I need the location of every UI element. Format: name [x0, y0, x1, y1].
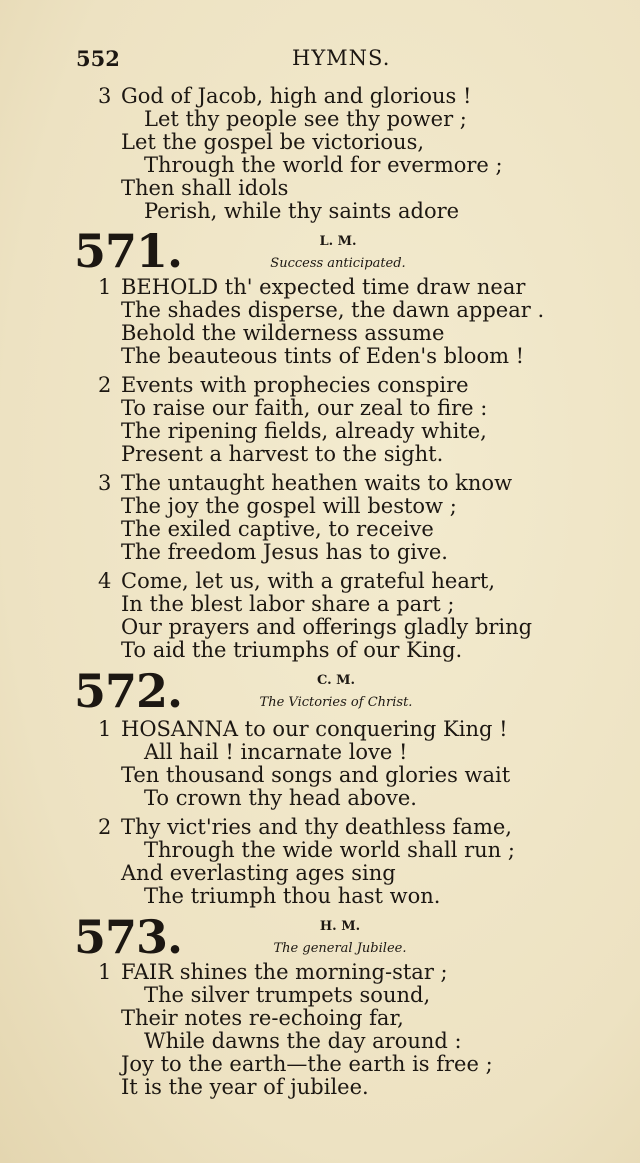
verse-line: All hail ! incarnate love !	[144, 740, 408, 764]
verse-line: The freedom Jesus has to give.	[121, 540, 448, 564]
verse-line: Ten thousand songs and glories wait	[121, 763, 511, 787]
hymn-meter: H. M.	[319, 919, 361, 934]
hymn-number: 571.	[74, 224, 183, 278]
verse-number: 1	[98, 717, 112, 741]
verse-line: FAIR shines the morning-star ;	[121, 960, 448, 984]
hymn-meter: C. M.	[316, 673, 356, 688]
verse-line: The exiled captive, to receive	[121, 517, 434, 541]
verse-number: 3	[98, 471, 112, 495]
verse-number: 2	[98, 373, 112, 397]
running-title: HYMNS.	[292, 46, 391, 70]
hymn-subject: The general Jubilee.	[273, 941, 407, 956]
verse-line: Perish, while thy saints adore	[144, 199, 460, 223]
verse-line: BEHOLD th' expected time draw near	[121, 275, 526, 299]
verse-line: God of Jacob, high and glorious !	[121, 84, 472, 108]
verse-line: In the blest labor share a part ;	[121, 592, 455, 616]
hymn-subject: The Victories of Christ.	[259, 695, 413, 710]
verse-line: Through the world for evermore ;	[144, 153, 503, 177]
verse-number: 3	[98, 84, 112, 108]
verse-line: Present a harvest to the sight.	[121, 442, 444, 466]
verse-line: Behold the wilderness assume	[121, 321, 445, 345]
verse-line: While dawns the day around :	[144, 1029, 462, 1053]
verse-line: Come, let us, with a grateful heart,	[121, 569, 496, 593]
hymn-subject: Success anticipated.	[270, 256, 406, 271]
verse-line: To crown thy head above.	[144, 786, 417, 810]
verse-line: The joy the gospel will bestow ;	[121, 494, 457, 518]
verse-line: The untaught heathen waits to know	[121, 471, 513, 495]
verse-number: 4	[98, 569, 112, 593]
hymn-number: 572.	[74, 664, 183, 718]
verse-line: The triumph thou hast won.	[144, 884, 441, 908]
verse-line: The shades disperse, the dawn appear .	[121, 298, 545, 322]
verse-line: It is the year of jubilee.	[121, 1075, 369, 1099]
verse-line: Events with prophecies conspire	[121, 373, 469, 397]
hymn-meter: L. M.	[319, 234, 357, 249]
verse-line: To aid the triumphs of our King.	[121, 638, 463, 662]
verse-line: Then shall idols	[121, 176, 289, 200]
hymn-number: 573.	[74, 910, 183, 964]
verse-line: Their notes re-echoing far,	[121, 1006, 404, 1030]
verse-line: Through the wide world shall run ;	[144, 838, 515, 862]
verse-line: And everlasting ages sing	[121, 861, 396, 885]
verse-number: 2	[98, 815, 112, 839]
verse-line: Our prayers and offerings gladly bring	[121, 615, 533, 639]
page-number: 552	[76, 46, 120, 71]
verse-line: To raise our faith, our zeal to fire :	[121, 396, 488, 420]
verse-line: The ripening fields, already white,	[121, 419, 487, 443]
verse-line: Joy to the earth—the earth is free ;	[121, 1052, 493, 1076]
verse-line: Let the gospel be victorious,	[121, 130, 425, 154]
verse-line: The silver trumpets sound,	[144, 983, 431, 1007]
verse-number: 1	[98, 275, 112, 299]
verse-line: Thy vict'ries and thy deathless fame,	[121, 815, 512, 839]
verse-line: The beauteous tints of Eden's bloom !	[121, 344, 525, 368]
verse-line: Let thy people see thy power ;	[144, 107, 467, 131]
verse-number: 1	[98, 960, 112, 984]
verse-line: HOSANNA to our conquering King !	[121, 717, 508, 741]
